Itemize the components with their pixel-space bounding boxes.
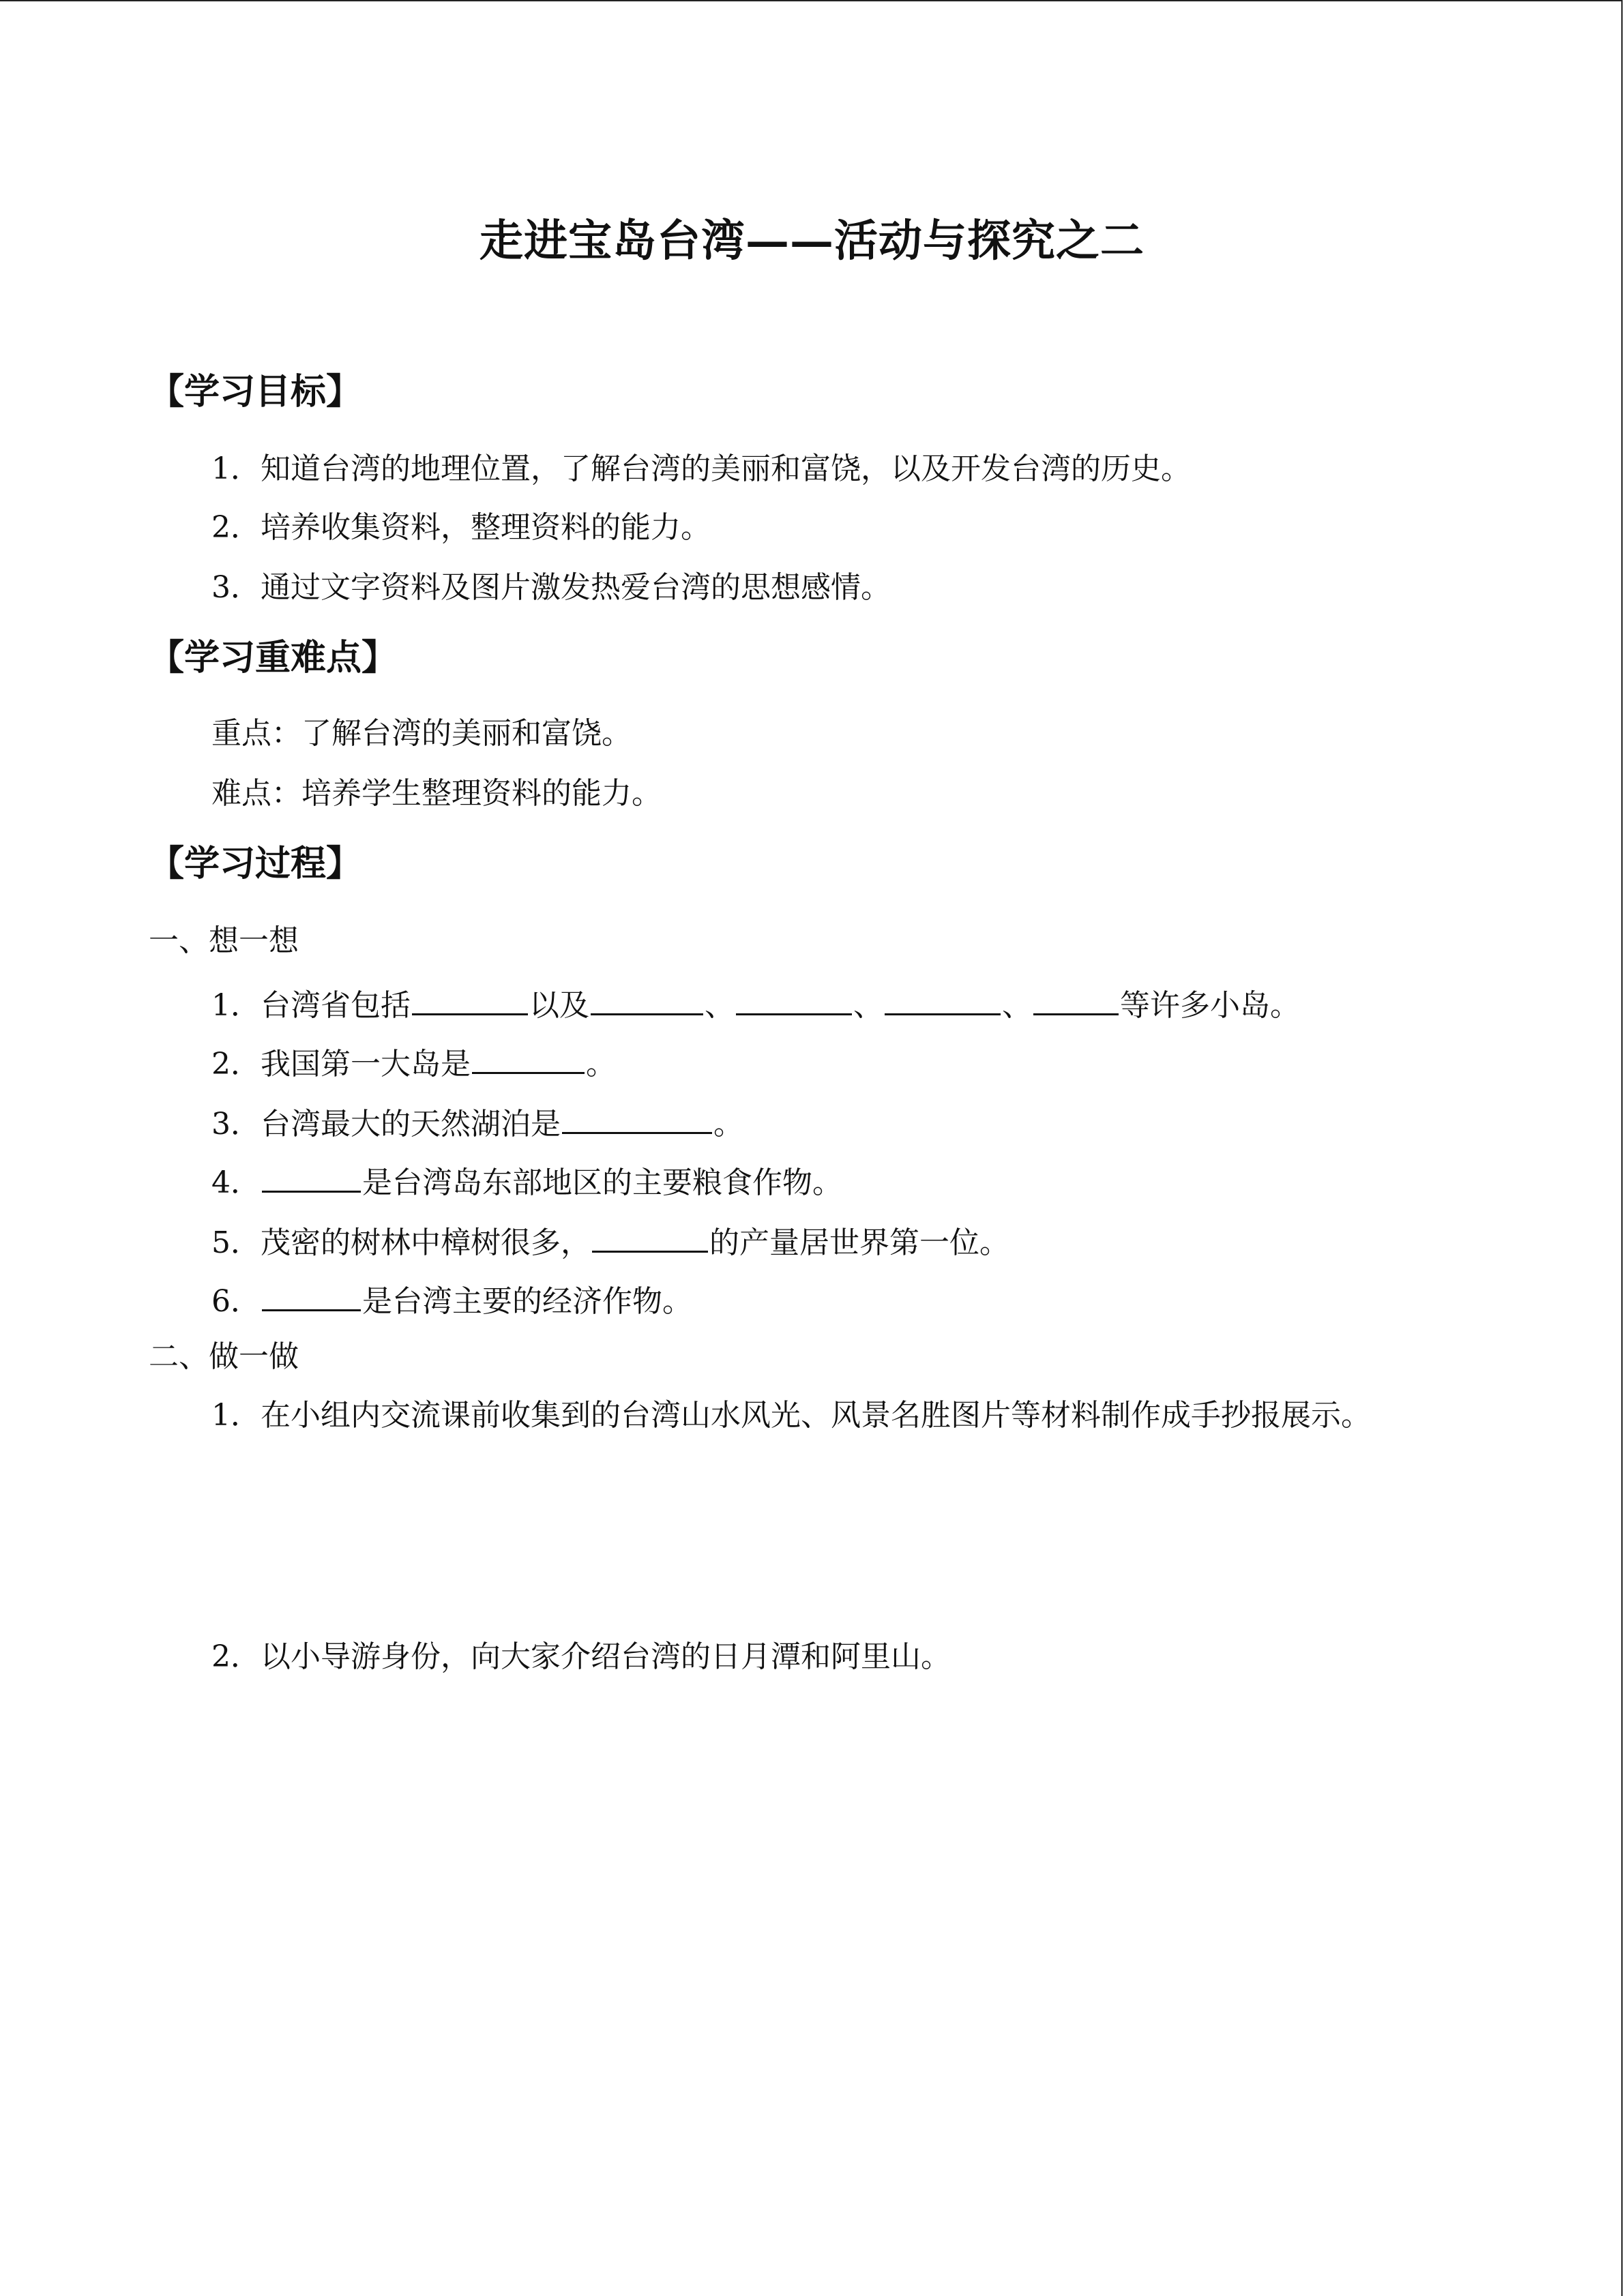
- question-5: [211, 1221, 1009, 1262]
- question-text: 。: [713, 1107, 743, 1142]
- document-title: 走进宝岛台湾——活动与探究之二: [479, 215, 1145, 267]
- question-text: 是台湾主要的经济作物。: [362, 1284, 692, 1319]
- key-point: 重点：了解台湾的美丽和富饶。: [211, 716, 632, 751]
- answer-blank[interactable]: [562, 1102, 712, 1134]
- section-do-title: 二、做一做: [149, 1339, 299, 1374]
- objective-item-3: 3．通过文字资料及图片激发热爱台湾的思想感情。: [211, 570, 891, 605]
- question-text: 等许多小岛。: [1120, 988, 1300, 1023]
- question-number: 1．: [211, 988, 261, 1023]
- answer-blank[interactable]: [591, 983, 703, 1015]
- question-6: [211, 1279, 692, 1320]
- activity-item-2: 2．以小导游身份，向大家介绍台湾的日月潭和阿里山。: [211, 1639, 951, 1674]
- question-text: 。: [586, 1047, 616, 1082]
- question-text: 我国第一大岛是: [261, 1047, 471, 1082]
- answer-blank[interactable]: [412, 983, 528, 1015]
- question-text: 台湾最大的天然湖泊是: [261, 1107, 561, 1142]
- process-heading: 【学习过程】: [149, 843, 362, 884]
- keypoints-heading: 【学习重难点】: [149, 637, 398, 679]
- question-2: [211, 1042, 616, 1083]
- question-number: 6．: [211, 1284, 261, 1319]
- question-number: 3．: [211, 1107, 261, 1142]
- objective-item-2: 2．培养收集资料，整理资料的能力。: [211, 510, 711, 545]
- question-number: 2．: [211, 1047, 261, 1082]
- question-1: [211, 983, 1300, 1024]
- question-4: [211, 1161, 842, 1202]
- question-text: 是台湾岛东部地区的主要粮食作物。: [362, 1165, 842, 1200]
- objectives-heading: 【学习目标】: [149, 371, 362, 413]
- answer-blank[interactable]: [736, 983, 852, 1015]
- question-number: 5．: [211, 1225, 261, 1260]
- difficult-point: 难点：培养学生整理资料的能力。: [211, 776, 662, 811]
- answer-blank[interactable]: [1033, 983, 1119, 1015]
- answer-blank[interactable]: [262, 1279, 361, 1311]
- question-text: 以及: [529, 988, 589, 1023]
- question-3: [211, 1102, 743, 1143]
- objective-item-1: 1．知道台湾的地理位置，了解台湾的美丽和富饶，以及开发台湾的历史。: [211, 451, 1191, 486]
- question-text: 的产量居世界第一位。: [709, 1225, 1009, 1260]
- answer-blank[interactable]: [262, 1161, 361, 1193]
- question-text: 台湾省包括: [261, 988, 411, 1023]
- question-text: 茂密的树林中樟树很多，: [261, 1225, 591, 1260]
- activity-item-1: 1．在小组内交流课前收集到的台湾山水风光、风景名胜图片等材料制作成手抄报展示。: [211, 1398, 1371, 1433]
- section-think-title: 一、想一想: [149, 923, 299, 958]
- answer-blank[interactable]: [472, 1042, 585, 1074]
- answer-blank[interactable]: [592, 1221, 708, 1253]
- question-number: 4．: [211, 1165, 261, 1200]
- answer-blank[interactable]: [885, 983, 1001, 1015]
- separator: 、: [705, 988, 735, 1023]
- separator: 、: [853, 988, 883, 1023]
- separator: 、: [1002, 988, 1032, 1023]
